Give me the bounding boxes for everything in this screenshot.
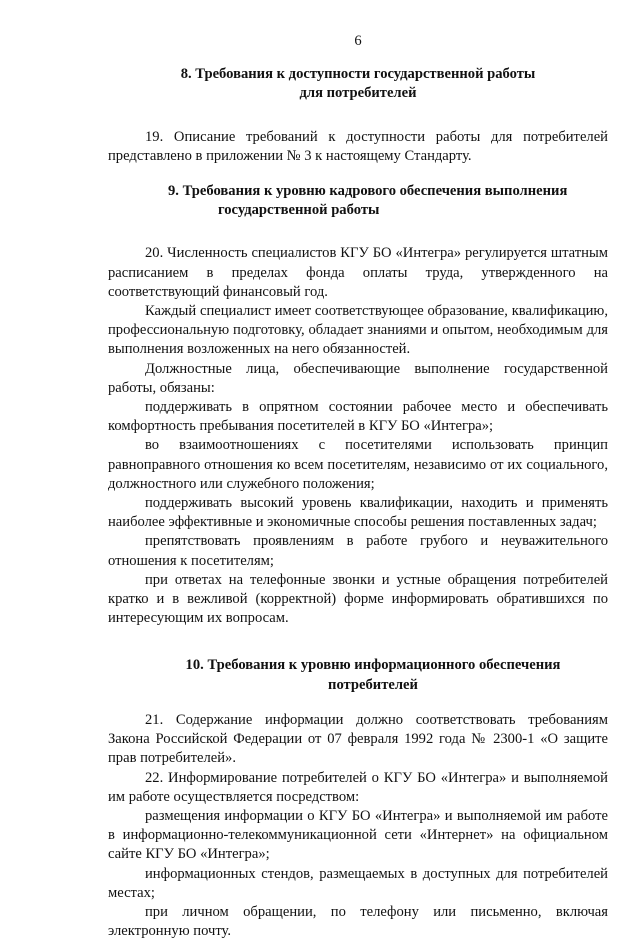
paragraph-info-personal: при личном обращении, по телефону или письменно, включая электронную почту.	[108, 903, 608, 940]
paragraph-duty-phone-requests: при ответах на телефонные звонки и устные обращения потребителей кратко и в вежливой (корректной) форме информировать обратившихся по интересующим их вопросам.	[108, 571, 608, 627]
paragraph-duty-workplace: поддерживать в опрятном состоянии рабочее место и обеспечивать комфортность пребывания посетителей в КГУ БО «Интегра»;	[108, 399, 608, 435]
paragraph-duty-equality: во взаимоотношениях с посетителями использовать принцип равноправного отношения ко всем посетителям, независимо от их социального, должностного или служебного положения;	[108, 437, 608, 492]
spacer	[108, 695, 608, 711]
paragraph-22: 22. Информирование потребителей о КГУ БО «Интегра» и выполняемой им работе осуществляется посредством:	[108, 769, 608, 805]
spacer	[108, 166, 608, 182]
section-9-heading-line-1: 9. Требования к уровню кадрового обеспечения выполнения	[168, 183, 568, 200]
paragraph-info-website: размещения информации о КГУ БО «Интегра» и выполняемой им работе в информационно-телекоммуникационной сети «Интернет» на официальном сайте КГУ БО «Интегра»;	[108, 807, 608, 863]
spacer	[108, 628, 608, 656]
paragraph-officials-duties: Должностные лица, обеспечивающие выполнение государственной работы, обязаны:	[108, 360, 608, 396]
paragraph-info-stands: информационных стендов, размещаемых в доступных для потребителей местах;	[108, 865, 608, 901]
section-8-heading	[108, 65, 608, 103]
paragraph-staff-qualification: Каждый специалист имеет соответствующее образование, квалификацию, профессиональную подготовку, обладает знаниями и опытом, необходимым для выполнения возложенных на него обязанностей.	[108, 303, 608, 358]
page-number: 6	[354, 33, 362, 49]
paragraph-20: 20. Численность специалистов КГУ БО «Интегра» регулируется штатным расписанием в пределах фонда оплаты труда, утвержденного на соответствующий финансовый год.	[108, 245, 608, 300]
section-9-heading-line-2: государственной работы	[218, 202, 380, 219]
section-10-heading	[108, 656, 608, 694]
section-10-heading-line-2: потребителей	[328, 676, 418, 693]
section-10-heading-line-1: 10. Требования к уровню информационного обеспечения	[185, 657, 561, 674]
paragraph-21: 21. Содержание информации должно соответствовать требованиям Закона Российской Федерации от 07 февраля 1992 года № 2300-1 «О защите прав потребителей».	[108, 711, 608, 767]
paragraph-duty-qualification: поддерживать высокий уровень квалификации, находить и применять наиболее эффективные и экономичные способы решения поставленных задач;	[108, 495, 608, 531]
document-page	[108, 32, 608, 941]
spacer	[108, 220, 608, 244]
section-8-heading-line-1: 8. Требования к доступности государственной работы	[180, 66, 536, 83]
section-8-heading-line-2: для потребителей	[299, 85, 417, 102]
paragraph-duty-prevent-rudeness: препятствовать проявлениям в работе грубого и неуважительного отношения к посетителям;	[108, 533, 608, 569]
section-9-heading	[108, 182, 608, 220]
paragraph-19: 19. Описание требований к доступности работы для потребителей представлено в приложении № 3 к настоящему Стандарту.	[108, 128, 608, 164]
spacer	[108, 104, 608, 128]
